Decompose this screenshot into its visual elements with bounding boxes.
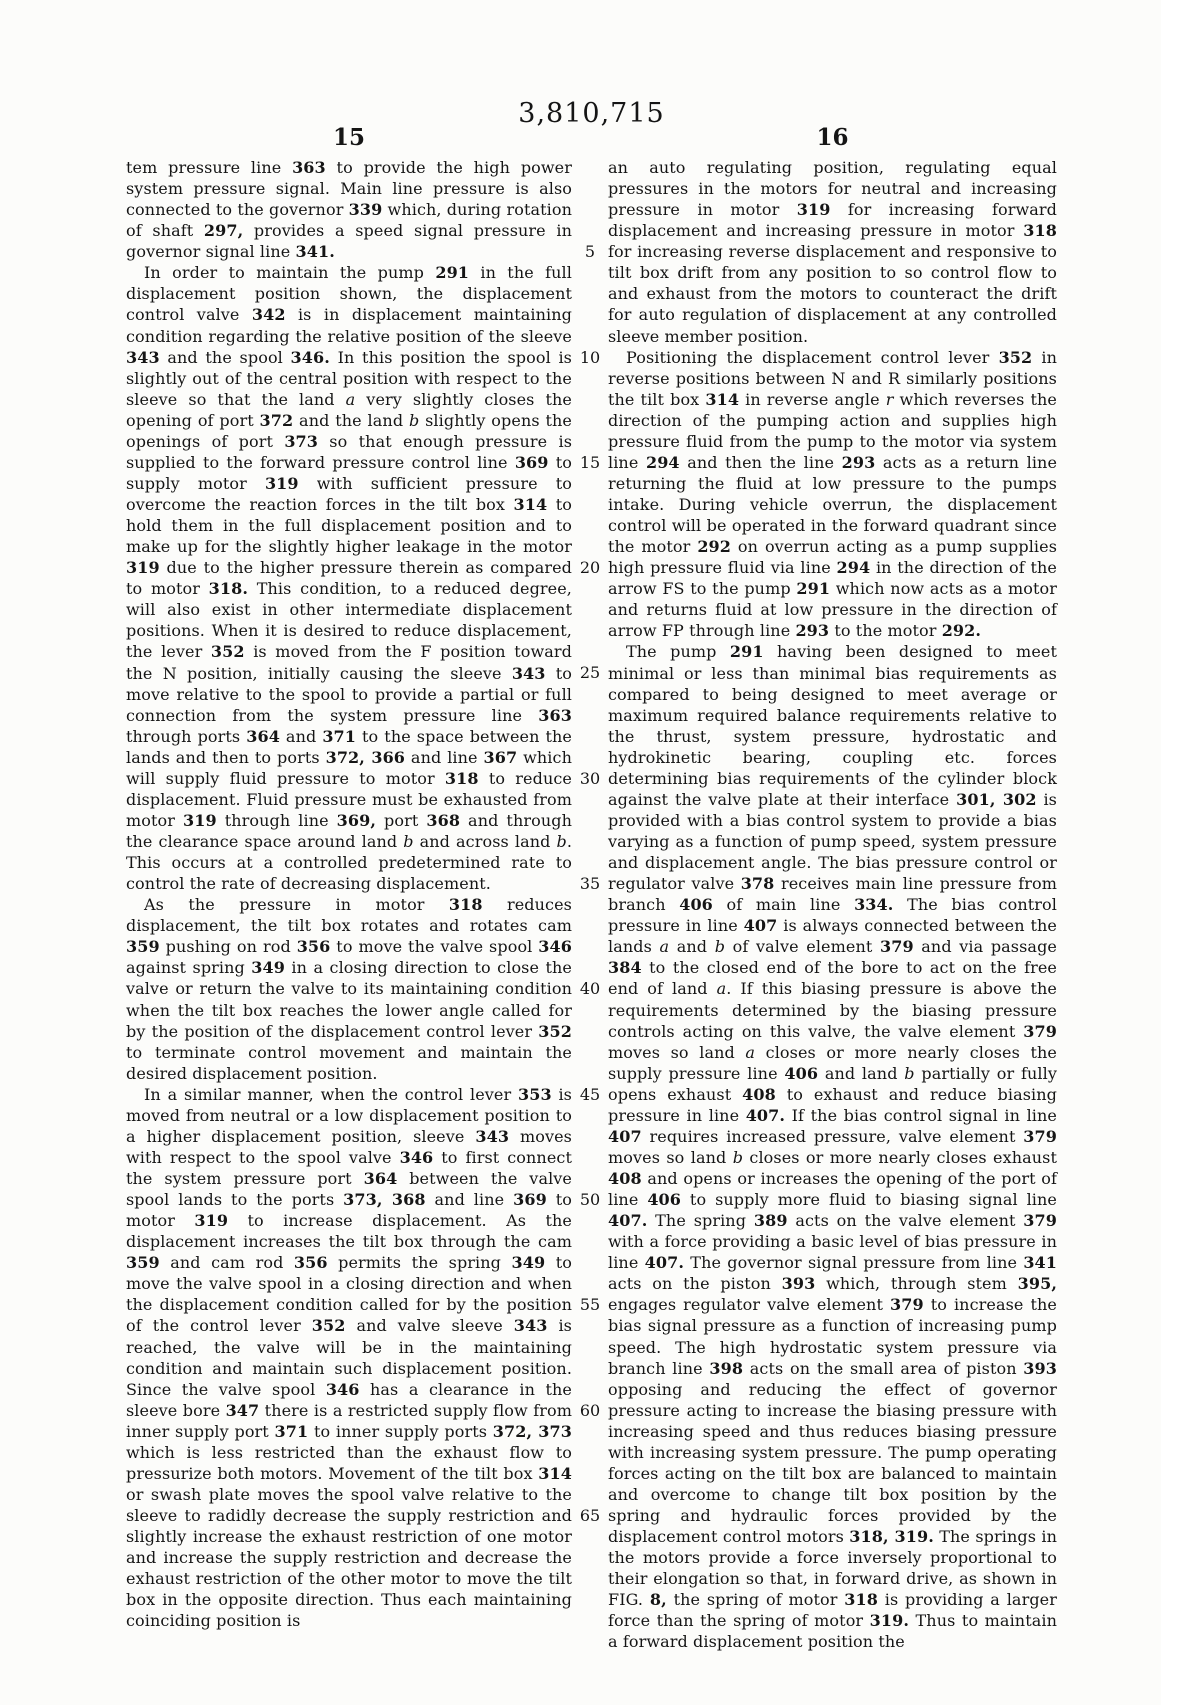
line-number: 65	[579, 1505, 601, 1525]
paragraph: an auto regulating position, regulating equal pressures in the motors for neutral and increasing pressure in motor 319 for increasing forward displacement and increasing pressure in motor 318 for increasing reverse displacement and responsive to tilt box drift from any position to so control flow to and exhaust from the motors to counteract the drift for auto regulation of displacement at any controlled sleeve member position.	[608, 158, 1057, 346]
line-number: 35	[579, 874, 601, 894]
paragraph: In a similar manner, when the control lever 353 is moved from neutral or a low displacement position to a higher displacement position, sleeve 343 moves with respect to the spool valve 346 to first connect the system pressure port 364 between the valve spool lands to the ports 373, 368 and line 369 to motor 319 to increase displacement. As the displacement increases the tilt box through the cam 359 and cam rod 356 permits the spring 349 to move the valve spool in a closing direction and when the displacement condition called for by the position of the control lever 352 and valve sleeve 343 is reached, the valve will be in the maintaining condition and maintain such displacement position. Since the valve spool 346 has a clearance in the sleeve bore 347 there is a restricted supply flow from inner supply port 371 to inner supply ports 372, 373 which is less restricted than the exhaust flow to pressurize both motors. Movement of the tilt box 314 or swash plate moves the spool valve relative to the sleeve to radidly decrease the supply restriction and slightly increase the exhaust restriction of one motor and increase the supply restriction and decrease the exhaust restriction of the other motor to move the tilt box in the opposite direction. Thus each maintaining coinciding position is	[126, 1084, 573, 1631]
line-number: 25	[579, 663, 601, 683]
line-number: 30	[579, 768, 601, 788]
line-number: 40	[579, 979, 601, 999]
paragraph: The pump 291 having been designed to meet minimal or less than minimal bias requirements as compared to being designed to meet average or maximum required balance requirements relative to the thrust, system pressure, hydrostatic and hydrokinetic bearing, coupling etc. forces determining bias requirements of the cylinder block against the valve plate at their interface 301, 302 is provided with a bias control system to provide a bias varying as a function of pump speed, system pressure and displacement angle. The bias pressure control or regulator valve 378 receives main line pressure from branch 406 of main line 334. The bias control pressure in line 407 is always connected between the lands a and b of valve element 379 and via passage 384 to the closed end of the bore to act on the free end of land a. If this biasing pressure is above the requirements determined by the biasing pressure controls acting on this valve, the valve element 379 moves so land a closes or more nearly closes the supply pressure line 406 and land b partially or fully opens exhaust 408 to exhaust and reduce biasing pressure in line 407. If the bias control signal in line 407 requires increased pressure, valve element 379 moves so land b closes or more nearly closes exhaust 408 and opens or increases the opening of the port of line 406 to supply more fluid to biasing signal line 407. The spring 389 acts on the valve element 379 with a force providing a basic level of bias pressure in line 407. The governor signal pressure from line 341 acts on the piston 393 which, through stem 395, engages regulator valve element 379 to increase the bias signal pressure as a function of increasing pump speed. The high hydrostatic system pressure via branch line 398 acts on the small area of piston 393 opposing and reducing the effect of governor pressure acting to increase the biasing pressure with increasing speed and thus reduces biasing pressure with increasing system pressure. The pump operating forces acting on the tilt box are balanced to maintain and overcome to change tilt box position by the spring and hydraulic forces provided by the displacement control motors 318, 319. The springs in the motors provide a force inversely proportional to their elongation so that, in forward drive, as shown in FIG. 8, the spring of motor 318 is providing a larger force than the spring of motor 319. Thus to maintain a forward displacement position the	[608, 642, 1058, 1652]
right-column-text	[608, 157, 1058, 1652]
line-number: 55	[579, 1295, 601, 1315]
line-number: 20	[579, 558, 601, 578]
patent-number: 3,810,715	[518, 98, 665, 129]
line-number: 50	[579, 1189, 601, 1209]
right-column-number: 16	[816, 124, 849, 151]
paragraph: In order to maintain the pump 291 in the full displacement position shown, the displacement control valve 342 is in displacement maintaining condition regarding the relative position of the sleeve 343 and the spool 346. In this position the spool is slightly out of the central position with respect to the sleeve so that the land a very slightly closes the opening of port 372 and the land b slightly opens the openings of port 373 so that enough pressure is supplied to the forward pressure control line 369 to supply motor 319 with sufficient pressure to overcome the reaction forces in the tilt box 314 to hold them in the full displacement position and to make up for the slightly higher leakage in the motor 319 due to the higher pressure therein as compared to motor 318. This condition, to a reduced degree, will also exist in other intermediate displacement positions. When it is desired to reduce displacement, the lever 352 is moved from the F position toward the N position, initially causing the sleeve 343 to move relative to the spool to provide a partial or full connection from the system pressure line 363 through ports 364 and 371 to the space between the lands and then to ports 372, 366 and line 367 which will supply fluid pressure to motor 318 to reduce displacement. Fluid pressure must be exhausted from motor 319 through line 369, port 368 and through the clearance space around land b and across land b. This occurs at a controlled predetermined rate to control the rate of decreasing displacement.	[126, 263, 573, 894]
line-number: 15	[579, 452, 601, 472]
left-column-number: 15	[332, 124, 365, 151]
line-number: 45	[579, 1084, 601, 1104]
paragraph: As the pressure in motor 318 reduces displacement, the tilt box rotates and rotates cam 359 pushing on rod 356 to move the valve spool 346 against spring 349 in a closing direction to close the valve or return the valve to its maintaining condition when the tilt box reaches the lower angle called for by the position of the displacement control lever 352 to terminate control movement and maintain the desired displacement position.	[126, 895, 572, 1083]
paragraph: Positioning the displacement control lever 352 in reverse positions between N and R similarly positions the tilt box 314 in reverse angle r which reverses the direction of the pumping action and supplies high pressure fluid from the pump to the motor via system line 294 and then the line 293 acts as a return line returning the fluid at low pressure to the pumps intake. During vehicle overrun, the displacement control will be operated in the forward quadrant since the motor 292 on overrun acting as a pump supplies high pressure fluid via line 294 in the direction of the arrow FS to the pump 291 which now acts as a motor and returns fluid at low pressure in the direction of arrow FP through line 293 to the motor 292.	[608, 347, 1058, 641]
line-number: 60	[579, 1400, 601, 1420]
paragraph: tem pressure line 363 to provide the high power system pressure signal. Main line pressure is also connected to the governor 339 which, during rotation of shaft 297, provides a speed signal pressure in governor signal line 341.	[126, 158, 573, 262]
line-number: 10	[579, 347, 601, 367]
left-column-text	[126, 157, 573, 1631]
line-number: 5	[584, 242, 596, 262]
